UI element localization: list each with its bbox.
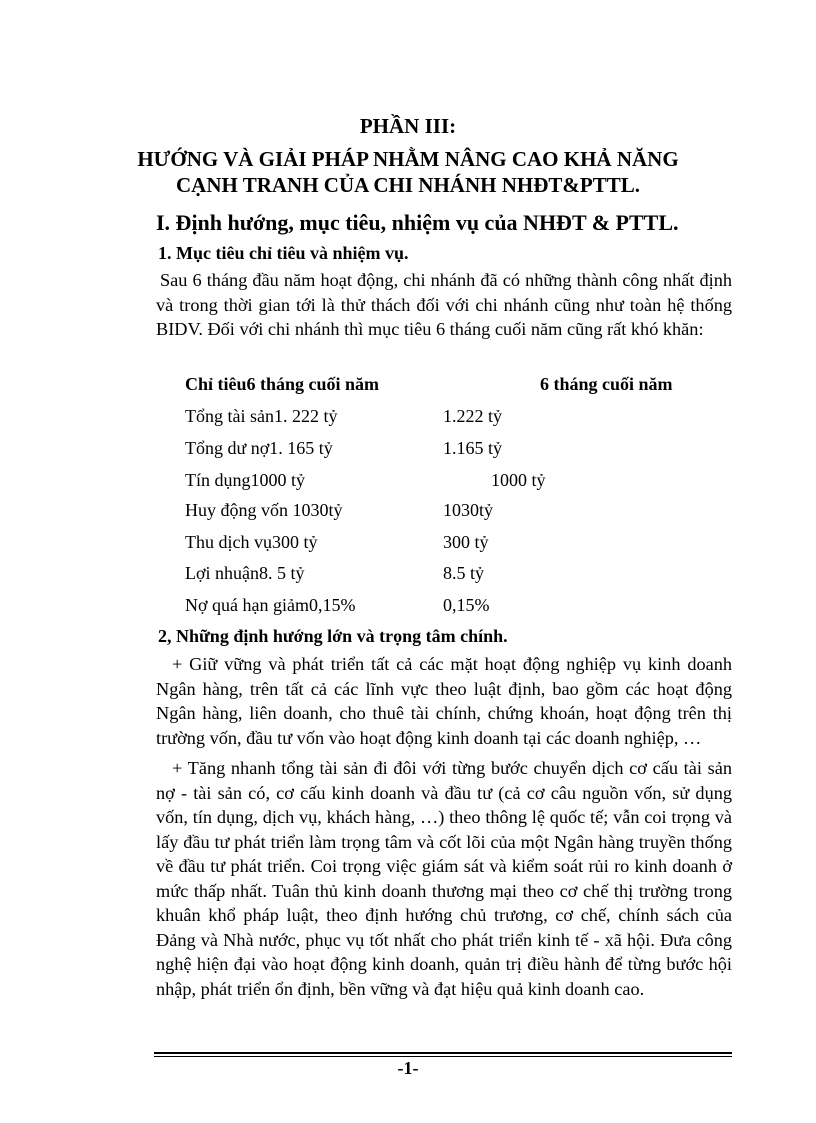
table-row-label: Tổng tài sản1. 222 tỷ (185, 406, 338, 426)
subsection-2-heading: 2, Những định hướng lớn và trọng tâm chính. (158, 626, 508, 646)
table-row-label: Lợi nhuận8. 5 tỷ (185, 563, 305, 583)
table-row-label: Nợ quá hạn giảm0,15% (185, 595, 356, 615)
paragraph-2: + Giữ vững và phát triển tất cả các mặt hoạt động nghiệp vụ kinh doanh Ngân hàng, trên tất cả các lĩnh vực theo luật định, bao gồm các hoạt động Ngân hàng, liên doanh, cho thuê tài chính, chứng khoán, hoạt động trên thị trường vốn, đầu tư vốn vào hoạt động kinh doanh tại các doanh nghiệp, … (156, 654, 732, 748)
intro-paragraph: Sau 6 tháng đầu năm hoạt động, chi nhánh đã có những thành công nhất định và trong thời gian tới là thử thách đối với chi nhánh cũng như toàn hệ thống BIDV. Đối với chi nhánh thì mục tiêu 6 tháng cuối năm cũng rất khó khăn: (156, 270, 732, 339)
table-row-value: 0,15% (443, 595, 490, 615)
table-row-value: 300 tỷ (443, 532, 489, 552)
table-row-value: 1030tỷ (443, 500, 494, 520)
main-title-line-1: HƯỚNG VÀ GIẢI PHÁP NHẰM NÂNG CAO KHẢ NĂNG (137, 147, 679, 171)
subsection-1-heading: 1. Mục tiêu chỉ tiêu và nhiệm vụ. (158, 243, 409, 263)
page-number: -1- (397, 1058, 419, 1078)
footer-rule-bottom (154, 1056, 732, 1057)
table-row-label: Tổng dư nợ1. 165 tỷ (185, 438, 333, 458)
section-heading: I. Định hướng, mục tiêu, nhiệm vụ của NHĐT & PTTL. (156, 210, 679, 235)
part-title: PHẦN III: (359, 114, 457, 138)
footer-rule-top (154, 1052, 732, 1054)
table-header-right: 6 tháng cuối năm (540, 374, 673, 394)
table-row-value: 8.5 tỷ (443, 563, 485, 583)
table-row-value: 1.165 tỷ (443, 438, 503, 458)
table-row-label: Tín dụng1000 tỷ (185, 470, 305, 490)
table-row-label: Huy động vốn 1030tỷ (185, 500, 343, 520)
table-row-value: 1.222 tỷ (443, 406, 503, 426)
table-row-label: Thu dịch vụ300 tỷ (185, 532, 318, 552)
main-title-line-2: CẠNH TRANH CỦA CHI NHÁNH NHĐT&PTTL. (176, 173, 640, 197)
table-header-left: Chỉ tiêu6 tháng cuối năm (185, 374, 380, 394)
table-row-value: 1000 tỷ (491, 470, 546, 490)
paragraph-3: + Tăng nhanh tổng tài sản đi đôi với từng bước chuyển dịch cơ cấu tài sản nợ - tài sản có, cơ cấu kinh doanh và đầu tư (cả cơ câu nguồn vốn, sử dụng vốn, tín dụng, dịch vụ, khách hàng, …) theo thông lệ quốc tế; vẫn coi trọng và lấy đầu tư phát triển làm trọng tâm và cốt lõi của một Ngân hàng truyền thống về đầu tư phát triển. Coi trọng việc giám sát và kiểm soát rủi ro kinh doanh ở mức thấp nhất. Tuân thủ kinh doanh thương mại theo cơ chế thị trường trong khuân khổ pháp luật, theo định hướng chủ trương, cơ chế, chính sách của Đảng và Nhà nước, phục vụ tốt nhất cho phát triển kinh tế - xã hội. Đưa công nghệ hiện đại vào hoạt động kinh doanh, quản trị điều hành để từng bước hội nhập, phát triển ổn định, bền vững và đạt hiệu quả kinh doanh cao. (156, 758, 732, 999)
